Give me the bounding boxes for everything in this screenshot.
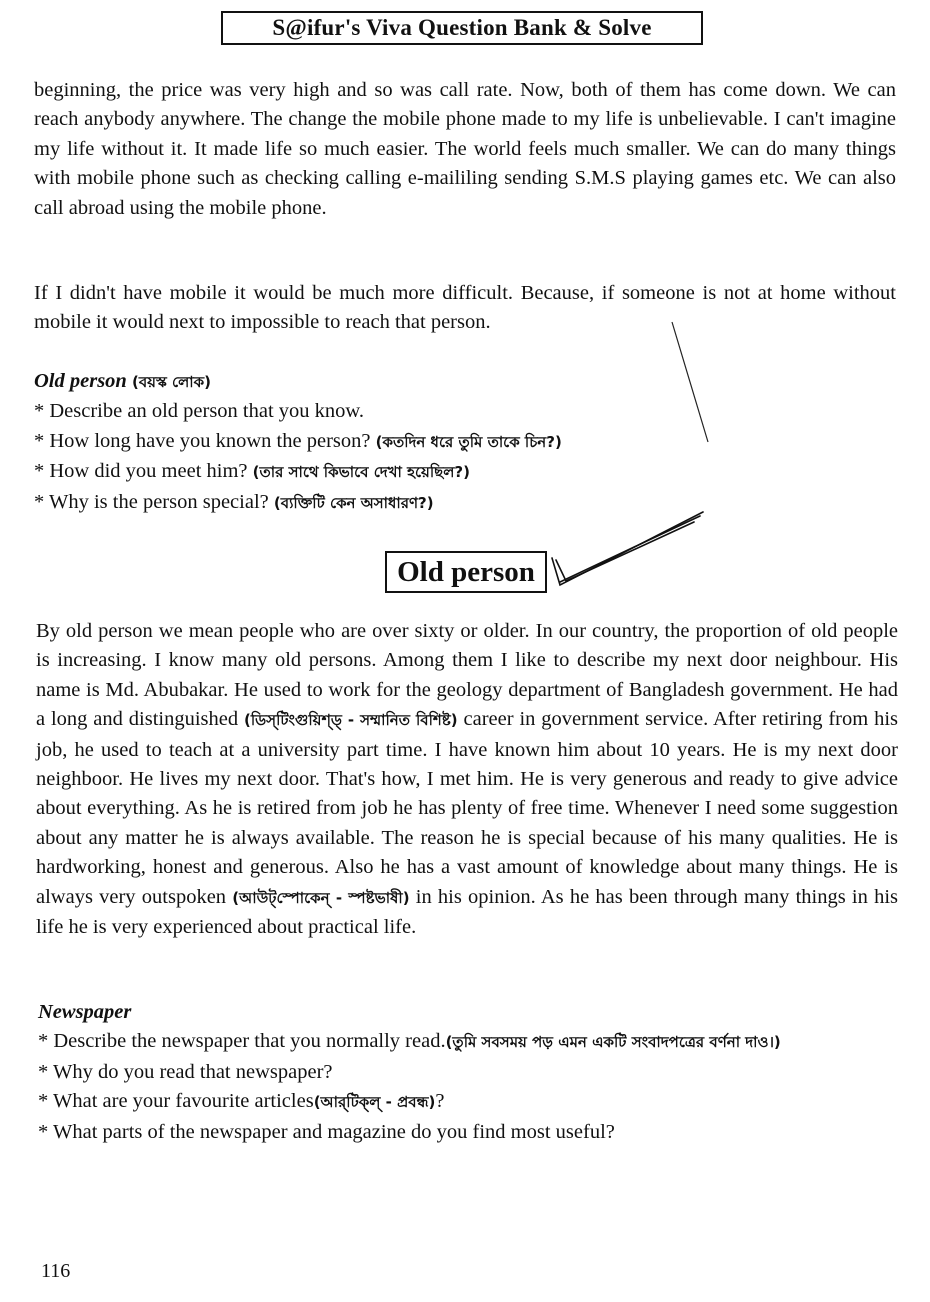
question-item <box>38 1027 898 1057</box>
question-translation: (আর্‌টিক্‌ল্‌ - প্রবন্ধ) <box>313 1093 436 1112</box>
question-text: * How did you meet him? <box>34 460 253 483</box>
old-person-questions-section <box>34 367 896 518</box>
answer-text: By old person we mean people who are over sixty or older. In our country, the proportion of old people is increasing. I know many old persons. Among them I like to describe my next door neighbour. His name is Md. Abubakar. He used to work for the geology department of Bangladesh government. He had a long and distinguished <box>36 620 898 731</box>
section-heading <box>34 367 896 397</box>
question-text: * Describe the newspaper that you normally read. <box>38 1030 446 1053</box>
question-item <box>34 457 896 487</box>
question-list <box>34 397 896 518</box>
question-translation: (তুমি সবসময় পড় এমন একটি সংবাদপত্রের বর্ণনা দাও।) <box>445 1033 781 1052</box>
question-translation: (তার সাথে কিভাবে দেখা হয়েছিল?) <box>252 463 470 482</box>
question-text: * Why is the person special? <box>34 490 274 513</box>
question-item <box>38 1087 898 1117</box>
answer-translation: (ডিস্‌টিংগুয়িশ্‌ড্‌ - সম্মানিত বিশিষ্ট) <box>244 711 458 730</box>
section-heading: Newspaper <box>38 1001 132 1023</box>
book-title-box <box>221 11 703 45</box>
section-heading-translation: (বয়স্ক লোক) <box>131 373 211 391</box>
section-heading-text: Old person <box>34 370 127 392</box>
book-title: S@ifur's Viva Question Bank & Solve <box>272 15 652 40</box>
answer-title-box <box>385 551 547 593</box>
question-text: * Why do you read that newspaper? <box>38 1060 333 1083</box>
old-person-answer <box>36 617 898 942</box>
question-text: * How long have you known the person? <box>34 429 376 452</box>
question-item <box>38 1058 898 1087</box>
newspaper-questions-section <box>38 998 898 1147</box>
answer-title: Old person <box>397 555 535 588</box>
intro-paragraph-2: If I didn't have mobile it would be much more difficult. Because, if someone is not at home without mobile it would next to impossible to reach that person. <box>34 282 896 334</box>
question-text: * Describe an old person that you know. <box>34 400 365 423</box>
question-list <box>38 1027 898 1147</box>
question-item <box>38 1118 898 1147</box>
question-item <box>34 397 896 426</box>
question-text: * What parts of the newspaper and magazine do you find most useful? <box>38 1120 615 1143</box>
question-item <box>34 488 896 518</box>
intro-paragraph-1: beginning, the price was very high and so was call rate. Now, both of them has come down. We can reach anybody anywhere. The change the mobile phone made to my life is unbelievable. I can't imagine my life without it. It made life so much easier. The world feels much smaller. We can do many things with mobile phone such as checking calling e-maililing sending S.M.S playing games etc. We can also call abroad using the mobile phone. <box>34 79 896 219</box>
question-suffix: ? <box>435 1090 445 1113</box>
question-translation: (কতদিন ধরে তুমি তাকে চিন?) <box>375 432 562 451</box>
question-translation: (ব্যক্তিটি কেন অসাধারণ?) <box>273 493 434 512</box>
question-item <box>34 427 896 457</box>
page-number: 116 <box>41 1260 71 1282</box>
question-text: * What are your favourite articles <box>38 1090 314 1113</box>
answer-translation: (আউট্‌স্পোকেন্‌ - স্পষ্টভাষী) <box>232 888 410 907</box>
answer-text: career in government service. After retiring from his job, he used to teach at a university part time. I have known him about 10 years. He is my next door neighboor. He lives my next door. That's how, I met him. He is very generous and ready to give advice about everything. As he is retired from job he has plenty of free time. Whenever I need some suggestion about any matter he is always available. The reason he is special because of his many qualities. He is hardworking, honest and generous. Also he has a vast amount of knowledge about many things. He is always very outspoken <box>36 708 898 908</box>
checkmark-icon <box>552 512 703 585</box>
answer-text: in his opinion. As he has been through many things in his life he is very experienced about practical life. <box>36 885 898 939</box>
